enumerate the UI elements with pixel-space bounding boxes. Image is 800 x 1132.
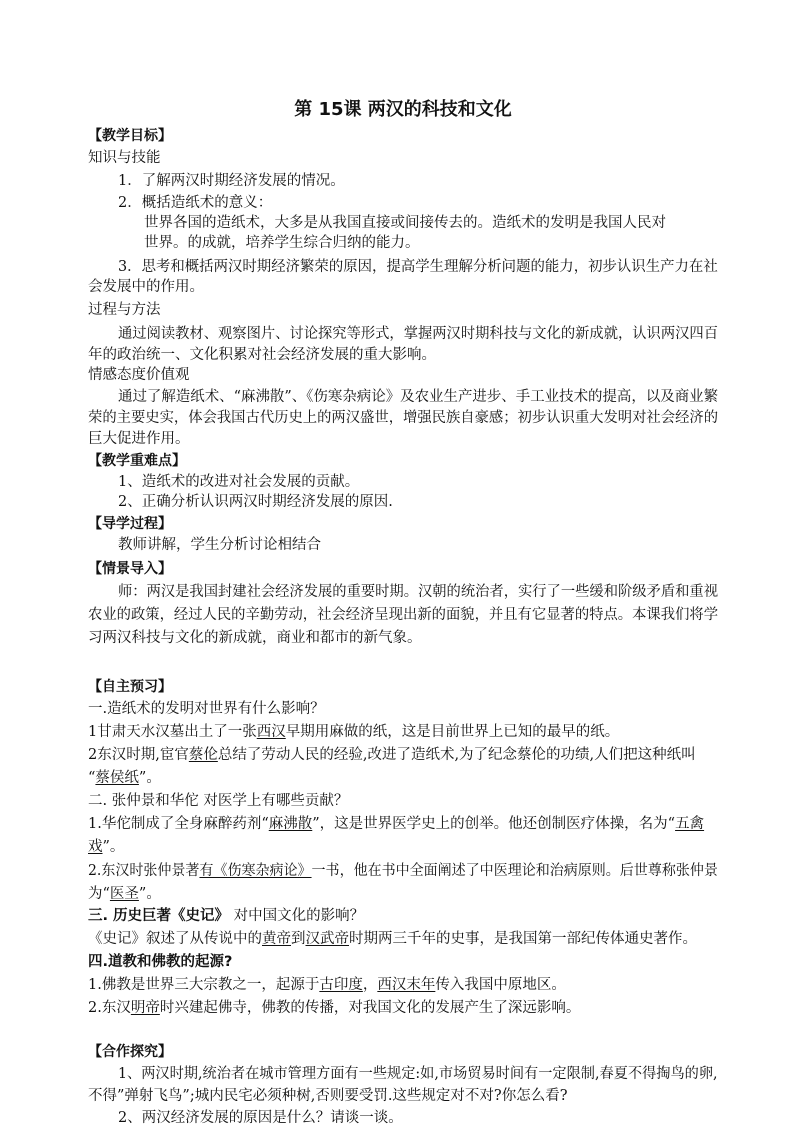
cooperation-item-1-line-a: 1、两汉时期,统治者在城市管理方面有一些规定:如,市场贸易时间有一定限制,春夏不得掏鸟的卵, (118, 1066, 718, 1082)
preview-answer-d1: 1.佛教是世界三大宗教之一，起源于古印度，西汉末年传入我国中原地区。 (88, 977, 566, 993)
cooperation-heading: 【合作探究】 (88, 1044, 172, 1060)
preview-answer-2-cont: “蔡侯纸”。 (88, 770, 161, 786)
guide-line: 教师讲解，学生分析讨论相结合 (118, 537, 321, 553)
preview-answer-2: 2东汉时期,宦官蔡伦总结了劳动人民的经验,改进了造纸术,为了纪念蔡伦的功绩,人们把这种纸叫 (88, 747, 696, 763)
goals-subheading-knowledge: 知识与技能 (88, 150, 161, 166)
preview-answer-b2: 2.东汉时张仲景著有《伤寒杂病论》一书，他在书中全面阐述了中医理论和治病原则。后世尊称张仲景 (88, 863, 718, 879)
preview-answer-b1-cont: 戏”。 (88, 839, 125, 855)
guide-heading: 【导学过程】 (88, 516, 172, 532)
goal-item-2-line-b: 世界。的成就，培养学生综合归纳的能力。 (144, 235, 420, 251)
key-points-heading: 【教学重难点】 (88, 453, 186, 469)
emotion-line-1: 通过了解造纸术、“麻沸散”、《伤寒杂病论》及农业生产进步、手工业技术的提高，以及商业繁 (118, 389, 719, 405)
intro-line-2: 农业的政策，经过人民的辛勤劳动，社会经济呈现出新的面貌，并且有它显著的特点。本课我们将学 (88, 607, 719, 623)
goal-item-2: 2．概括造纸术的意义： (118, 195, 273, 211)
key-point-2: 2、正确分析认识两汉时期经济发展的原因. (118, 494, 393, 510)
lesson-title: 第 15课 两汉的科技和文化 (294, 99, 512, 120)
preview-question-4: 四.道教和佛教的起源? (88, 954, 233, 970)
key-point-1: 1、造纸术的改进对社会发展的贡献。 (118, 474, 360, 490)
preview-answer-1: 1甘肃天水汉墓出土了一张西汉早期用麻做的纸，这是目前世界上已知的最早的纸。 (88, 724, 620, 740)
teaching-goals-heading: 【教学目标】 (88, 128, 172, 144)
goals-subheading-process: 过程与方法 (88, 302, 161, 318)
intro-heading: 【情景导入】 (88, 561, 172, 577)
cooperation-item-1-line-b: 不得”弹射飞鸟”;城内民宅必须种树,否则要受罚.这些规定对不对?你怎么看? (88, 1088, 568, 1104)
goal-item-3-line-b: 会发展中的作用。 (88, 279, 204, 295)
intro-line-1: 师：两汉是我国封建社会经济发展的重要时期。汉朝的统治者，实行了一些缓和阶级矛盾和重视 (118, 584, 718, 600)
emotion-line-3: 巨大促进作用。 (88, 431, 190, 447)
cooperation-item-2: 2、两汉经济发展的原因是什么？请谈一谈。 (118, 1110, 403, 1126)
preview-heading: 【自主预习】 (88, 679, 172, 695)
preview-question-2: 二. 张仲景和华佗 对医学上有哪些贡献？ (88, 793, 349, 809)
goal-item-2-line-a: 世界各国的造纸术，大多是从我国直接或间接传去的。造纸术的发明是我国人民对 (144, 215, 666, 231)
preview-answer-b2-cont: 为“医圣”。 (88, 886, 161, 902)
process-line-2: 年的政治统一、文化积累对社会经济发展的重大影响。 (88, 347, 436, 363)
preview-answer-d2: 2.东汉明帝时兴建起佛寺，佛教的传播，对我国文化的发展产生了深远影响。 (88, 1000, 581, 1016)
emotion-line-2: 荣的主要史实，体会我国古代历史上的两汉盛世，增强民族自豪感；初步认识重大发明对社会经济的 (88, 410, 719, 426)
goals-subheading-emotion: 情感态度价值观 (88, 367, 190, 383)
intro-line-3: 习两汉科技与文化的新成就，商业和都市的新气象。 (88, 630, 422, 646)
goal-item-1: 1．了解两汉时期经济发展的情况。 (118, 173, 345, 189)
preview-question-3: 三. 历史巨著《史记》 对中国文化的影响？ (88, 908, 365, 924)
process-line-1: 通过阅读教材、观察图片、讨论探究等形式，掌握两汉时期科技与文化的新成就，认识两汉四百 (118, 326, 718, 342)
preview-question-1: 一.造纸术的发明对世界有什么影响？ (88, 701, 325, 717)
preview-answer-b1: 1.华佗制成了全身麻醉药剂“麻沸散”，这是世界医学史上的创举。他还创制医疗体操，名为“五禽 (88, 816, 705, 832)
goal-item-3-line-a: 3．思考和概括两汉时期经济繁荣的原因，提高学生理解分析问题的能力，初步认识生产力在社 (118, 259, 718, 275)
preview-answer-c1: 《史记》叙述了从传说中的黄帝到汉武帝时期两三千年的史事，是我国第一部纪传体通史著作。 (88, 931, 697, 947)
